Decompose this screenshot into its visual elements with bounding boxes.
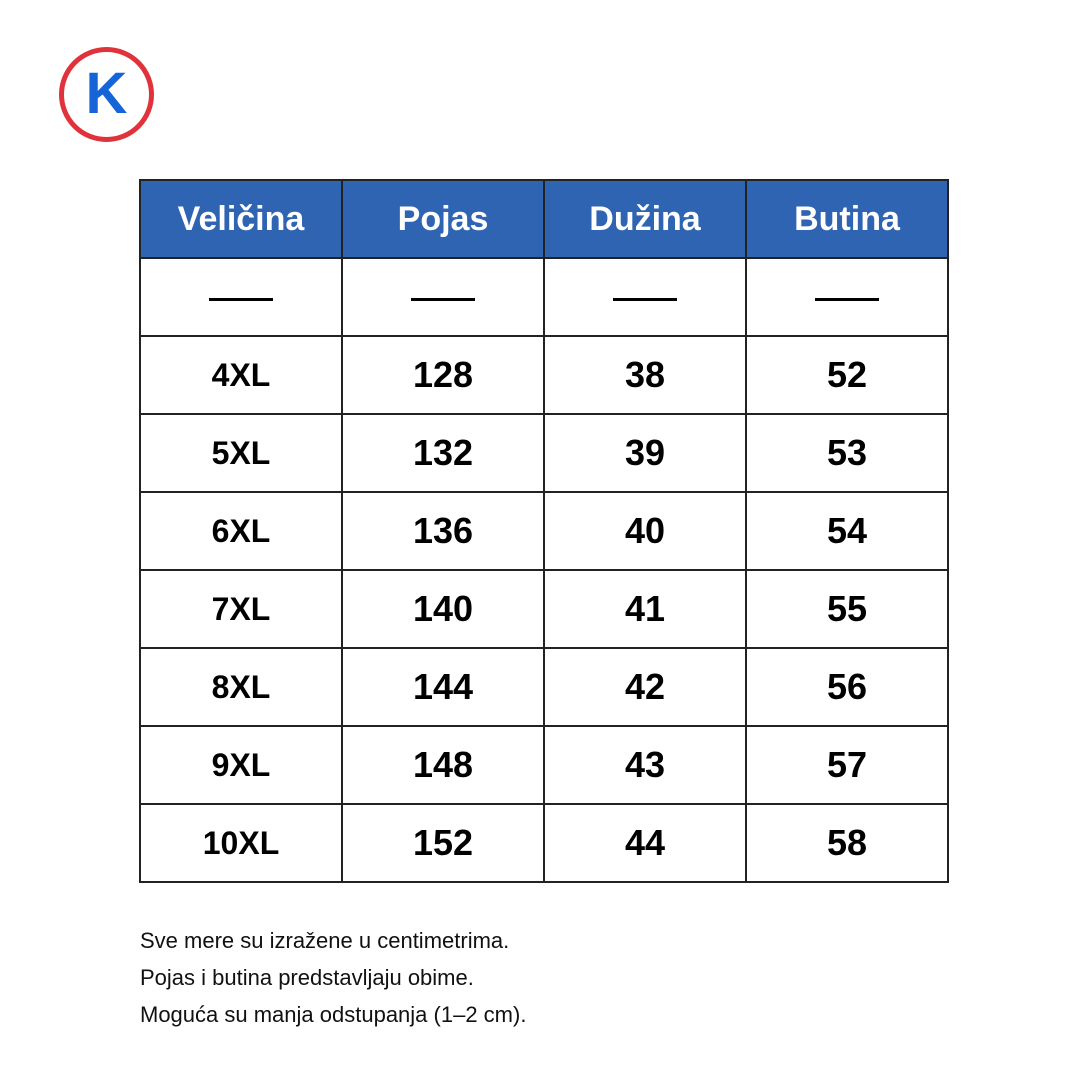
length-cell: 38	[544, 336, 746, 414]
size-cell: 7XL	[140, 570, 342, 648]
size-cell: 8XL	[140, 648, 342, 726]
size-cell: 9XL	[140, 726, 342, 804]
table-row	[140, 804, 948, 882]
measurement-notes	[140, 922, 526, 1033]
waist-cell: 152	[342, 804, 544, 882]
size-cell: 4XL	[140, 336, 342, 414]
length-cell: 41	[544, 570, 746, 648]
waist-cell: 132	[342, 414, 544, 492]
dash-divider	[815, 298, 879, 301]
table-header-row	[140, 180, 948, 258]
waist-cell: 136	[342, 492, 544, 570]
thigh-cell: 56	[746, 648, 948, 726]
waist-cell: 148	[342, 726, 544, 804]
header-velicina: Veličina	[140, 180, 342, 258]
dash-divider	[209, 298, 273, 301]
header-duzina: Dužina	[544, 180, 746, 258]
size-cell: 5XL	[140, 414, 342, 492]
thigh-cell: 55	[746, 570, 948, 648]
thigh-cell: 58	[746, 804, 948, 882]
size-chart-table	[139, 179, 949, 883]
logo-letter: K	[85, 61, 128, 126]
dash-divider	[613, 298, 677, 301]
size-cell: 6XL	[140, 492, 342, 570]
table-row	[140, 648, 948, 726]
thigh-cell: 53	[746, 414, 948, 492]
note-circumference: Pojas i butina predstavljaju obime.	[140, 965, 474, 990]
header-butina: Butina	[746, 180, 948, 258]
thigh-cell: 54	[746, 492, 948, 570]
length-cell: 43	[544, 726, 746, 804]
separator-row	[140, 258, 948, 336]
dash-divider	[411, 298, 475, 301]
thigh-cell: 57	[746, 726, 948, 804]
size-cell: 10XL	[140, 804, 342, 882]
brand-logo	[57, 45, 156, 144]
waist-cell: 128	[342, 336, 544, 414]
thigh-cell: 52	[746, 336, 948, 414]
header-pojas: Pojas	[342, 180, 544, 258]
k-logo-icon	[57, 45, 156, 144]
table-row	[140, 414, 948, 492]
note-units: Sve mere su izražene u centimetrima.	[140, 928, 510, 953]
note-tolerance: Moguća su manja odstupanja (1–2 cm).	[140, 1002, 527, 1027]
table-row	[140, 336, 948, 414]
table-row	[140, 726, 948, 804]
length-cell: 42	[544, 648, 746, 726]
waist-cell: 140	[342, 570, 544, 648]
waist-cell: 144	[342, 648, 544, 726]
length-cell: 40	[544, 492, 746, 570]
table-row	[140, 570, 948, 648]
table-row	[140, 492, 948, 570]
length-cell: 44	[544, 804, 746, 882]
length-cell: 39	[544, 414, 746, 492]
